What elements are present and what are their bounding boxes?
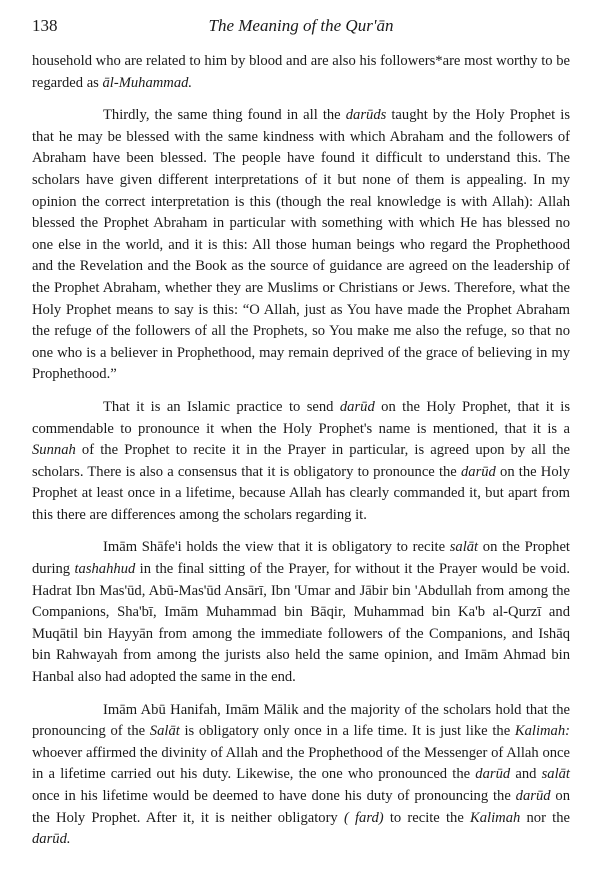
text-run: is obligatory only once in a life time. It is just like the <box>179 723 515 740</box>
italic-term: tashahhud <box>74 561 136 578</box>
italic-term: darūd <box>475 766 511 783</box>
italic-term: Kalimah <box>470 809 521 826</box>
text-run: taught by the Holy Prophet is that he may be blessed with the same kindness with which Abraham and the followers of Abraham have been blessed. The people have found it difficult to understand this. The scholars have given different interpretations of it but none of them is appealing. In my opinion the correct interpretation is this (though the real knowledge is with Allah): Allah blessed the Prophet Abraham in particular with something with which He has blessed no one else in the world, and it is this: All those human beings who regard the Prophethood and the Revelation and the Book as the source of guidance are agreed on the leadership of the Prophet Abraham, whether they are Muslims or Christians or Jews. Therefore, what the Holy Prophet means to say is this: “O Allah, just as You have made the Prophet Abraham the refuge of the followers of all the Prophets, so You make me also the refuge, so that no one who is a believer in Prophethood, may remain deprived of the grace of believing in my Prophethood.” <box>32 107 570 383</box>
text-run: whoever affirmed the divinity of Allah and the Prophethood of the Messenger of Allah once in a lifetime carried out his duty. Likewise, the one who pronounced the <box>32 744 570 783</box>
running-title: The Meaning of the Qur'ān <box>208 16 394 35</box>
text-run: That it is an Islamic practice to send <box>103 398 340 415</box>
italic-term: darūd <box>339 398 375 415</box>
book-page <box>32 14 570 862</box>
body-text <box>32 51 570 851</box>
page-number: 138 <box>32 16 58 35</box>
italic-term: āl-Muhammad. <box>102 74 193 91</box>
paragraph-thirdly <box>32 105 570 386</box>
text-run: on the Prophet during <box>32 539 570 578</box>
text-run: are most worthy to be regarded as <box>32 53 570 91</box>
italic-term: Sunnah <box>32 442 76 459</box>
paragraph-imam-abu-hanifah <box>32 700 570 851</box>
text-run: in the final sitting of the Prayer, for without it the Prayer would be void. Hadrat Ibn Mas'ūd, Abū-Mas'ūd Ansārī, Ibn 'Umar and Jābir bin 'Abdullah from among the Companions, Sha'bī, Imām Muhammad bin Bāqir, Muhammad bin Ka'b al-Qurzī and Muqātil bin Hayyān from among the immediate followers of the Companions, and Ishāq bin Rahwayah from among the jurists also held the same opinion, and Imām Ahmad bin Hanbal also had adopted the same in the end. <box>32 561 570 686</box>
text-run: on the Holy Prophet, that it is commendable to pronounce it when the Holy Prophet's name is mentioned, that it is a <box>32 398 570 437</box>
italic-term: darūd <box>460 463 496 480</box>
page-header <box>32 14 570 42</box>
text-run: * <box>435 53 443 69</box>
text-run: household who are related to him by blood and are also his followers <box>32 53 436 69</box>
text-run: on the Holy Prophet. After it, it is neither obligatory <box>32 788 570 826</box>
text-run: on the Holy Prophet at least once in a lifetime, because Allah has clearly commanded it, but apart from this there are differences among the scholars regarding it. <box>32 463 570 523</box>
paragraph-continuation <box>32 51 570 94</box>
text-run: Imām Shāfe'i holds the view that it is obligatory to recite <box>103 539 450 556</box>
text-run: of the Prophet to recite it in the Prayer in particular, is agreed upon by all the scholars. There is also a consensus that it is obligatory to pronounce the <box>32 442 570 480</box>
text-run: once in his lifetime would be deemed to have done his duty of pronouncing the <box>32 788 516 804</box>
text-run: Imām Abū Hanifah, Imām Mālik and the majority of the scholars hold that the pronouncing of the <box>32 701 570 740</box>
text-run: to recite the <box>383 809 471 826</box>
italic-term: darūd <box>515 788 551 804</box>
italic-term: darūds <box>345 107 387 124</box>
italic-term: salāt <box>541 766 570 783</box>
italic-term: Kalimah: <box>514 723 570 740</box>
italic-term: ( fard) <box>343 809 384 826</box>
italic-term: Salāt <box>149 723 180 740</box>
text-run: nor the <box>520 809 570 826</box>
paragraph-imam-shafei <box>32 537 570 688</box>
text-run: Thirdly, the same thing found in all the <box>103 107 346 124</box>
paragraph-islamic-practice <box>32 397 570 527</box>
italic-term: darūd. <box>32 831 71 848</box>
italic-term: salāt <box>449 539 479 556</box>
text-run: and <box>510 766 542 783</box>
